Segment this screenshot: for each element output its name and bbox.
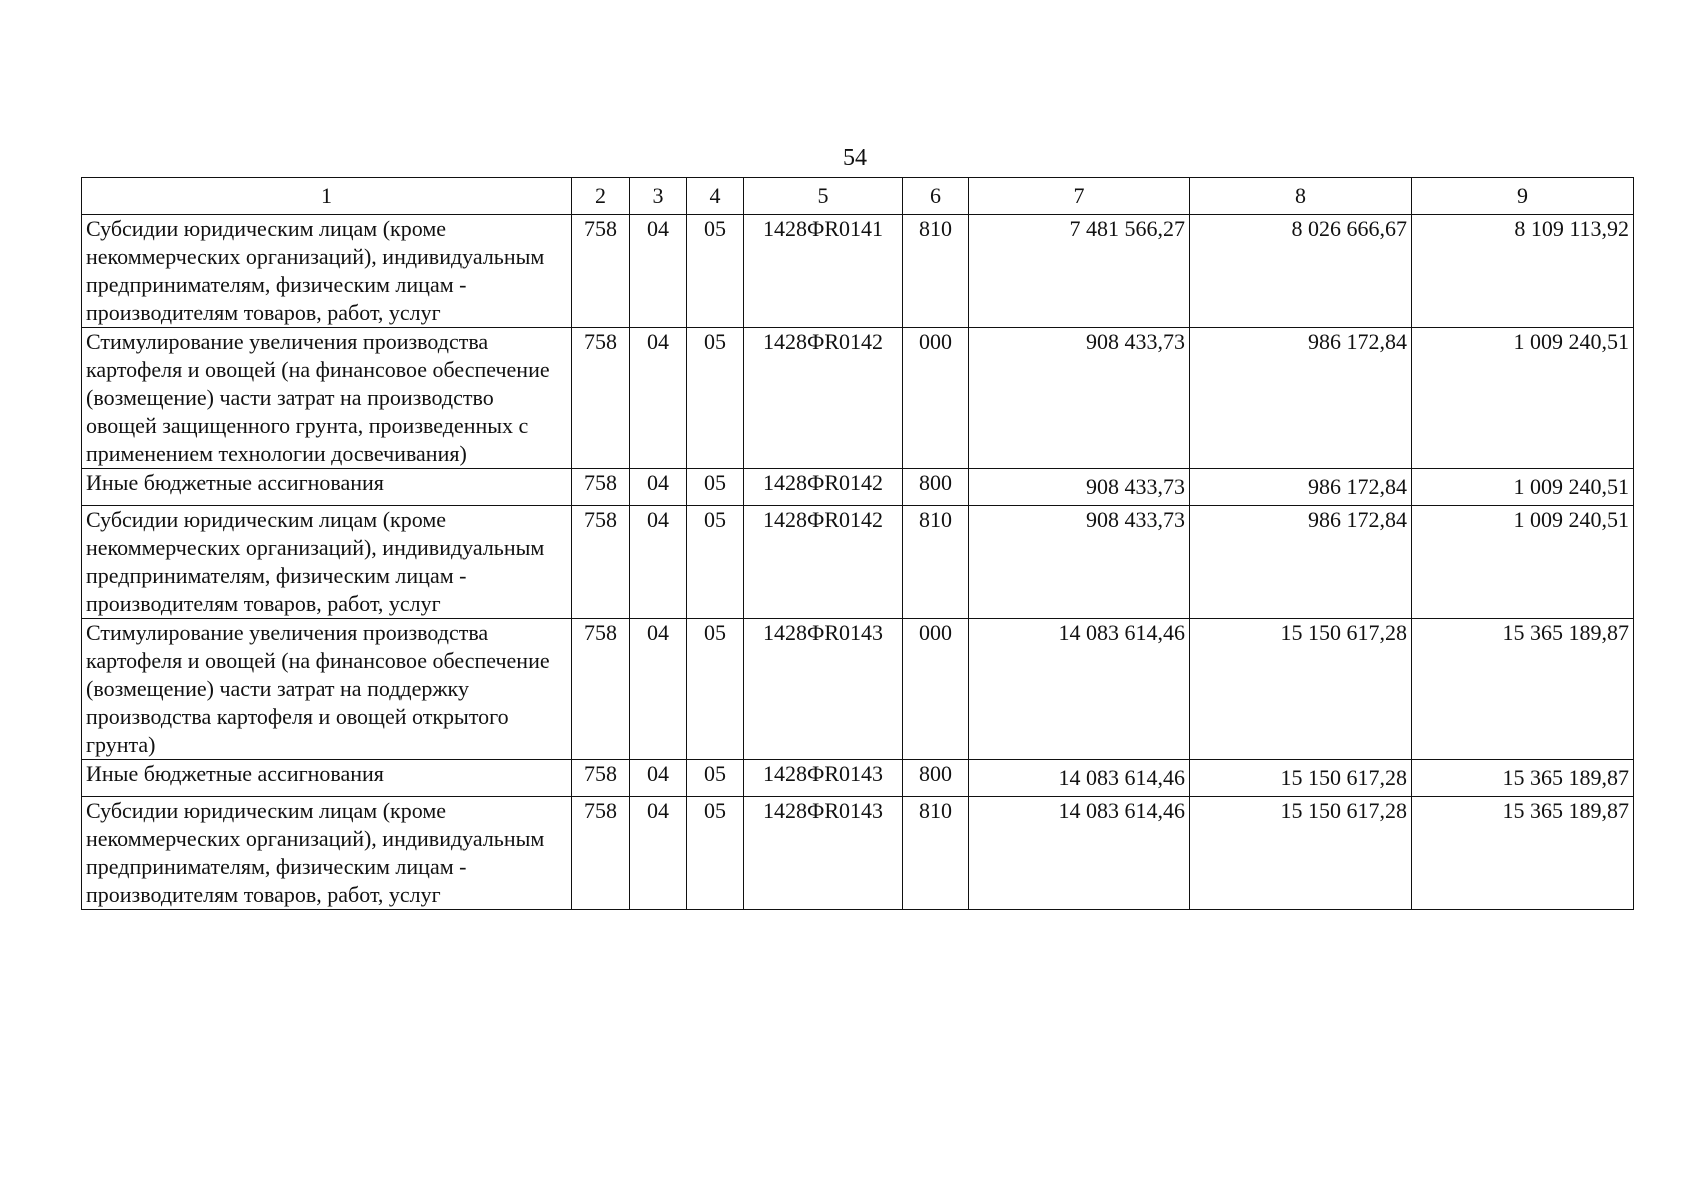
row-sum-col9: 15 365 189,87 <box>1412 619 1634 760</box>
row-target-article: 1428ФR0143 <box>744 797 903 910</box>
row-sum-col7: 908 433,73 <box>969 469 1190 506</box>
header-cell: 4 <box>687 178 744 215</box>
row-expense-type: 810 <box>903 215 969 328</box>
table-row <box>82 760 1634 797</box>
row-sum-col8: 15 150 617,28 <box>1190 797 1412 910</box>
header-cell: 8 <box>1190 178 1412 215</box>
row-grbs: 758 <box>572 506 630 619</box>
row-target-article: 1428ФR0143 <box>744 619 903 760</box>
row-sum-col8: 15 150 617,28 <box>1190 619 1412 760</box>
row-name: Субсидии юридическим лицам (кроме некоммерческих организаций), индивидуальным предпринимателям, физическим лицам - производителям товаров, работ, услуг <box>82 797 572 910</box>
row-sum-col8: 986 172,84 <box>1190 506 1412 619</box>
row-expense-type: 810 <box>903 506 969 619</box>
row-sum-col7: 908 433,73 <box>969 506 1190 619</box>
budget-table <box>81 177 1634 910</box>
row-section: 04 <box>630 215 687 328</box>
row-subsection: 05 <box>687 619 744 760</box>
table-row <box>82 215 1634 328</box>
row-section: 04 <box>630 469 687 506</box>
header-row <box>82 178 1634 215</box>
row-name: Субсидии юридическим лицам (кроме некоммерческих организаций), индивидуальным предпринимателям, физическим лицам - производителям товаров, работ, услуг <box>82 215 572 328</box>
row-target-article: 1428ФR0142 <box>744 506 903 619</box>
row-section: 04 <box>630 760 687 797</box>
row-subsection: 05 <box>687 506 744 619</box>
row-expense-type: 810 <box>903 797 969 910</box>
page-number: 54 <box>843 145 867 171</box>
row-target-article: 1428ФR0141 <box>744 215 903 328</box>
header-cell: 3 <box>630 178 687 215</box>
row-subsection: 05 <box>687 760 744 797</box>
row-name: Иные бюджетные ассигнования <box>82 469 572 506</box>
row-grbs: 758 <box>572 797 630 910</box>
header-cell: 2 <box>572 178 630 215</box>
row-section: 04 <box>630 506 687 619</box>
row-subsection: 05 <box>687 797 744 910</box>
row-sum-col8: 986 172,84 <box>1190 469 1412 506</box>
row-sum-col7: 7 481 566,27 <box>969 215 1190 328</box>
row-name: Стимулирование увеличения производства картофеля и овощей (на финансовое обеспечение (возмещение) части затрат на производство овощей защищенного грунта, произведенных с применением технологии досвечивания) <box>82 328 572 469</box>
row-subsection: 05 <box>687 469 744 506</box>
row-sum-col7: 908 433,73 <box>969 328 1190 469</box>
row-grbs: 758 <box>572 469 630 506</box>
row-subsection: 05 <box>687 328 744 469</box>
row-sum-col8: 15 150 617,28 <box>1190 760 1412 797</box>
row-expense-type: 800 <box>903 469 969 506</box>
header-cell: 7 <box>969 178 1190 215</box>
row-grbs: 758 <box>572 215 630 328</box>
table-row <box>82 797 1634 910</box>
row-section: 04 <box>630 328 687 469</box>
row-sum-col9: 8 109 113,92 <box>1412 215 1634 328</box>
row-grbs: 758 <box>572 619 630 760</box>
row-expense-type: 000 <box>903 328 969 469</box>
row-sum-col7: 14 083 614,46 <box>969 619 1190 760</box>
row-sum-col7: 14 083 614,46 <box>969 797 1190 910</box>
row-target-article: 1428ФR0142 <box>744 469 903 506</box>
row-sum-col9: 15 365 189,87 <box>1412 760 1634 797</box>
row-sum-col9: 1 009 240,51 <box>1412 469 1634 506</box>
row-sum-col9: 1 009 240,51 <box>1412 328 1634 469</box>
row-target-article: 1428ФR0142 <box>744 328 903 469</box>
row-grbs: 758 <box>572 328 630 469</box>
header-cell: 6 <box>903 178 969 215</box>
table-row <box>82 469 1634 506</box>
row-expense-type: 800 <box>903 760 969 797</box>
table-row <box>82 619 1634 760</box>
header-cell: 9 <box>1412 178 1634 215</box>
row-sum-col8: 986 172,84 <box>1190 328 1412 469</box>
row-subsection: 05 <box>687 215 744 328</box>
row-name: Субсидии юридическим лицам (кроме некоммерческих организаций), индивидуальным предпринимателям, физическим лицам - производителям товаров, работ, услуг <box>82 506 572 619</box>
row-sum-col9: 1 009 240,51 <box>1412 506 1634 619</box>
header-cell: 5 <box>744 178 903 215</box>
row-expense-type: 000 <box>903 619 969 760</box>
table-row <box>82 328 1634 469</box>
row-sum-col8: 8 026 666,67 <box>1190 215 1412 328</box>
row-sum-col7: 14 083 614,46 <box>969 760 1190 797</box>
row-target-article: 1428ФR0143 <box>744 760 903 797</box>
row-grbs: 758 <box>572 760 630 797</box>
row-name: Иные бюджетные ассигнования <box>82 760 572 797</box>
row-name: Стимулирование увеличения производства картофеля и овощей (на финансовое обеспечение (возмещение) части затрат на поддержку производства картофеля и овощей открытого грунта) <box>82 619 572 760</box>
row-section: 04 <box>630 619 687 760</box>
row-section: 04 <box>630 797 687 910</box>
table-row <box>82 506 1634 619</box>
header-cell: 1 <box>82 178 572 215</box>
row-sum-col9: 15 365 189,87 <box>1412 797 1634 910</box>
